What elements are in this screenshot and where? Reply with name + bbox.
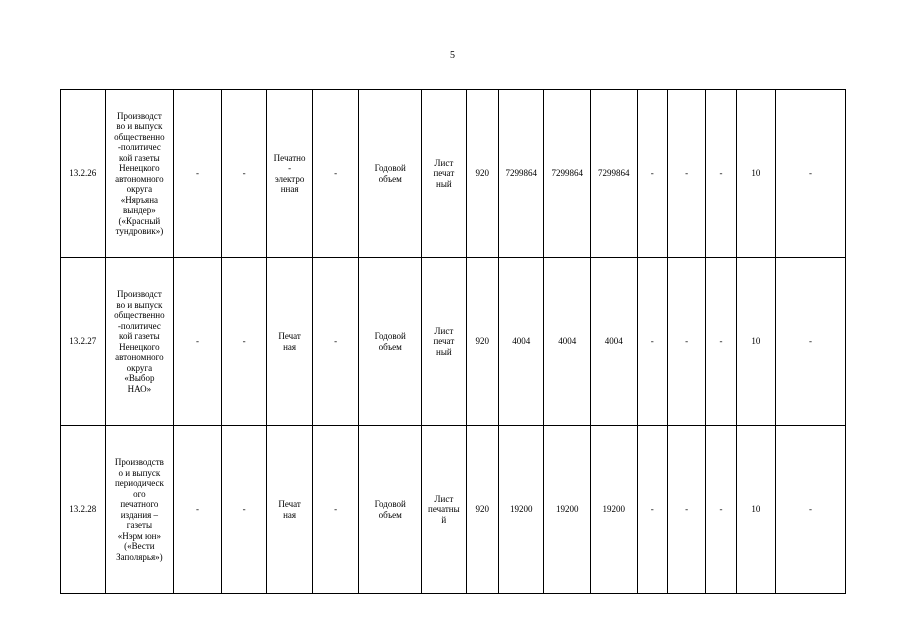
empty-cell: -	[221, 90, 267, 258]
empty-cell: -	[312, 258, 359, 426]
row-code-cell: 13.2.26	[61, 90, 106, 258]
empty-cell: -	[776, 258, 846, 426]
volume-cell: Годовой объем	[359, 90, 422, 258]
unit-code-cell: 920	[466, 258, 498, 426]
service-name-cell: Производст во и выпуск общественно -политичес кой газеты Ненецкого автономного округа «Няръяна вындер» («Красный тундровик»)	[105, 90, 174, 258]
unit-code-cell: 920	[466, 90, 498, 258]
empty-cell: -	[174, 426, 222, 594]
services-table	[60, 89, 846, 594]
table-row	[61, 426, 846, 594]
value-cell-1: 4004	[498, 258, 544, 426]
empty-cell: -	[637, 426, 667, 594]
unit-cell: Лист печатны й	[422, 426, 467, 594]
format-cell: Печатно - электро нная	[267, 90, 313, 258]
empty-cell: -	[174, 258, 222, 426]
empty-cell: -	[667, 426, 705, 594]
table-row	[61, 258, 846, 426]
row-code-cell: 13.2.27	[61, 258, 106, 426]
empty-cell: -	[174, 90, 222, 258]
empty-cell: -	[312, 426, 359, 594]
empty-cell: -	[706, 258, 736, 426]
volume-cell: Годовой объем	[359, 426, 422, 594]
format-cell: Печат ная	[267, 426, 313, 594]
value-cell-1: 19200	[498, 426, 544, 594]
service-name-cell: Производст во и выпуск общественно -политичес кой газеты Ненецкого автономного округа «Выбор НАО»	[105, 258, 174, 426]
row-code-cell: 13.2.28	[61, 426, 106, 594]
empty-cell: -	[667, 90, 705, 258]
value-cell-3: 4004	[591, 258, 638, 426]
deviation-cell: 10	[736, 90, 775, 258]
value-cell-1: 7299864	[498, 90, 544, 258]
service-name-cell: Производств о и выпуск периодическ ого печатного издания – газеты «Нэрм юн» («Вести Заполярья»)	[105, 426, 174, 594]
empty-cell: -	[706, 426, 736, 594]
value-cell-2: 19200	[544, 426, 591, 594]
empty-cell: -	[221, 426, 267, 594]
value-cell-2: 4004	[544, 258, 591, 426]
empty-cell: -	[637, 258, 667, 426]
unit-code-cell: 920	[466, 426, 498, 594]
deviation-cell: 10	[736, 426, 775, 594]
empty-cell: -	[667, 258, 705, 426]
empty-cell: -	[221, 258, 267, 426]
table-row	[61, 90, 846, 258]
empty-cell: -	[706, 90, 736, 258]
value-cell-3: 7299864	[591, 90, 638, 258]
value-cell-2: 7299864	[544, 90, 591, 258]
empty-cell: -	[312, 90, 359, 258]
page-number: 5	[450, 50, 455, 61]
unit-cell: Лист печат ный	[422, 90, 467, 258]
empty-cell: -	[637, 90, 667, 258]
empty-cell: -	[776, 426, 846, 594]
value-cell-3: 19200	[591, 426, 638, 594]
deviation-cell: 10	[736, 258, 775, 426]
volume-cell: Годовой объем	[359, 258, 422, 426]
unit-cell: Лист печат ный	[422, 258, 467, 426]
empty-cell: -	[776, 90, 846, 258]
format-cell: Печат ная	[267, 258, 313, 426]
